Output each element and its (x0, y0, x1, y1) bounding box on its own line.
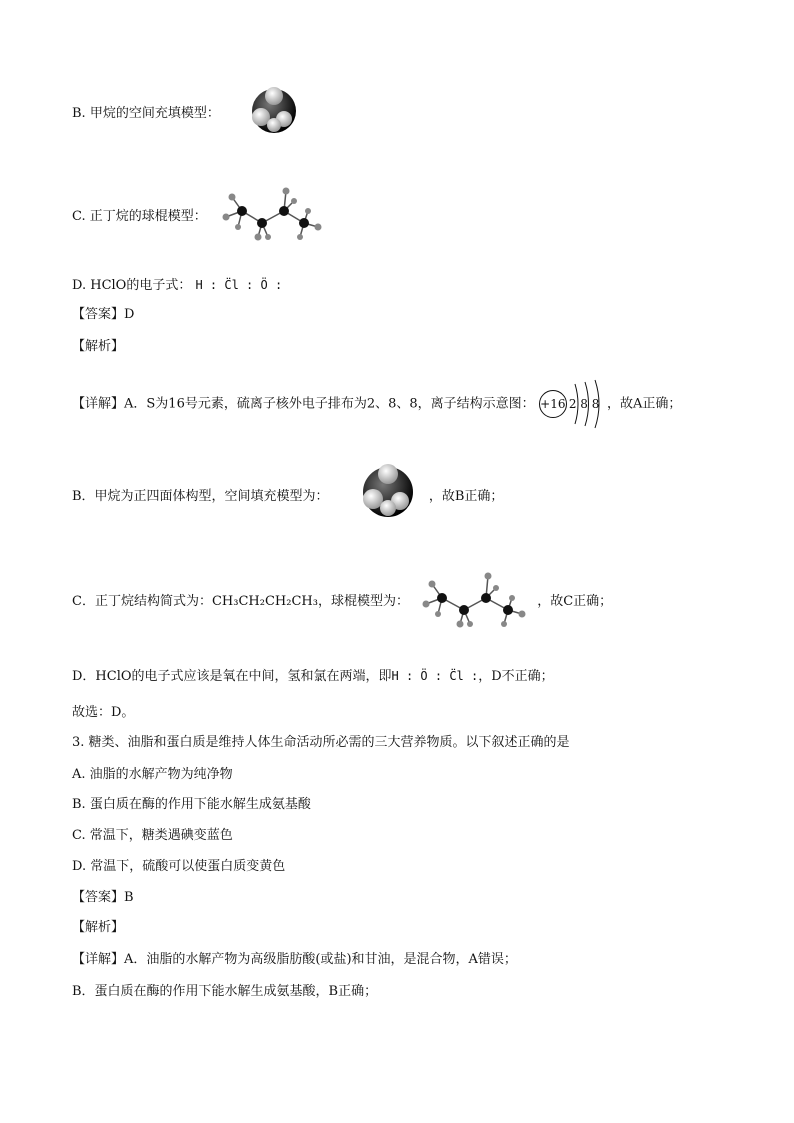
q3-option-a: A. 油脂的水解产物为纯净物 (72, 767, 233, 782)
hclo-electron-formula: H : C̈l : Ö : (195, 278, 283, 292)
detail-3b: B．蛋白质在酶的作用下能水解生成氨基酸，B正确； (72, 984, 378, 999)
electron-shell-arcs (565, 378, 605, 430)
analysis-2: 【解析】 (72, 920, 125, 935)
choose-line: 故选：D。 (72, 705, 135, 720)
detail-b: B．甲烷为正四面体构型，空间填充模型为： ，故B正确； (72, 489, 504, 504)
detail-d: D．HClO的电子式应该是氧在中间，氢和氯在两端，即H : Ö : C̈l :，D不正确； (72, 669, 554, 684)
butane-condensed-formula: CH₃CH₂CH₂CH₃ (211, 594, 318, 609)
detail-a: 【详解】A．S为16号元素，硫离子核外电子排布为2、8、8，离子结构示意图： +16 2 8 8 ，故A正确； (72, 394, 681, 415)
question-3: 3. 糖类、油脂和蛋白质是维持人体生命活动所必需的三大营养物质。以下叙述正确的是 (72, 735, 570, 750)
answer-1: 【答案】D (72, 307, 135, 322)
butane-ball-stick-model-small (220, 183, 325, 245)
q3-option-c: C. 常温下，糖类遇碘变蓝色 (72, 828, 233, 843)
detail-3a: 【详解】A．油脂的水解产物为高级脂肪酸(或盐)和甘油，是混合物，A错误； (72, 952, 517, 967)
option-c: C. 正丁烷的球棍模型： (72, 209, 207, 224)
butane-ball-stick-model-large (420, 568, 530, 632)
ion-structure-diagram: +16 2 8 8 (539, 394, 603, 414)
detail-c: C．正丁烷结构简式为：CH₃CH₂CH₂CH₃，球棍模型为： ，故C正确； (72, 594, 613, 609)
q3-option-d: D. 常温下，硫酸可以使蛋白质变黄色 (72, 859, 286, 874)
option-b: B. 甲烷的空间充填模型： (72, 106, 220, 121)
methane-space-filling-model-small (244, 85, 304, 137)
answer-2: 【答案】B (72, 890, 134, 905)
hclo-correct-electron-formula: H : Ö : C̈l : (391, 669, 479, 683)
analysis-1: 【解析】 (72, 339, 125, 354)
methane-space-filling-model-large (353, 462, 423, 520)
option-d: D. HClO的电子式： H : C̈l : Ö : (72, 278, 283, 293)
q3-option-b: B. 蛋白质在酶的作用下能水解生成氨基酸 (72, 797, 311, 812)
